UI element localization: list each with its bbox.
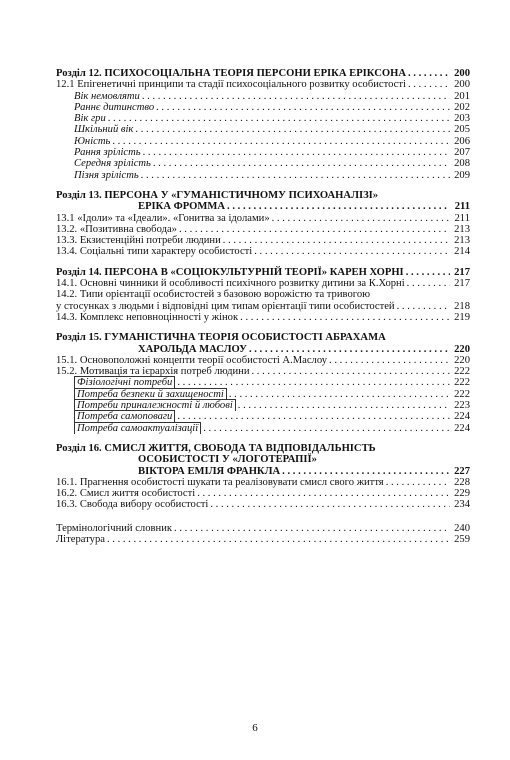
toc-entry: 13.2. «Позитивна свобода» . . . 213	[56, 224, 470, 235]
toc-entry: Вік немовляти . . . 201	[56, 91, 470, 102]
toc-entry: Середня зрілість . . . 208	[56, 158, 470, 169]
section-12-heading	[56, 68, 470, 79]
toc-entry: Потреба безпеки й захищеності . . . 222	[56, 389, 470, 400]
toc-entry: Потреба самоповаги . . . 224	[56, 411, 470, 422]
toc-entry: Раннє дитинство . . . 202	[56, 102, 470, 113]
toc-entry-glossary: Термінологічний словник . . . 240	[56, 523, 470, 534]
page-ref: 200	[454, 68, 470, 79]
toc-entry: 15.1. Основоположні концепти теорії особистості А.Маслоу . . . 220	[56, 355, 470, 366]
toc-entry: Пізня зрілість . . . 209	[56, 170, 470, 181]
toc-entry: 14.2. Типи орієнтації особистостей з базовою ворожістю та тривогою	[56, 289, 371, 301]
toc-entry: Потреби приналежності й любові . . . 223	[56, 400, 470, 411]
toc-entry: 14.3. Комплекс неповноцінності у жінок . . . 219	[56, 312, 470, 323]
section-title: Розділ 12. ПСИХОСОЦІАЛЬНА ТЕОРІЯ ПЕРСОНИ ЕРІКА ЕРІКСОНА	[56, 68, 406, 79]
section-13-heading-line1: Розділ 13. ПЕРСОНА У «ГУМАНІСТИЧНОМУ ПСИХОАНАЛІЗІ»	[56, 189, 379, 201]
toc-entry: 12.1 Епігенетичні принципи та стадії психосоціального розвитку особистості . . . 200	[56, 79, 470, 90]
toc-entry: 13.3. Екзистенційні потреби людини . . . 213	[56, 235, 470, 246]
toc-entry: Фізіологічні потреби . . . 222	[56, 377, 470, 388]
section-14-heading: Розділ 14. ПЕРСОНА В «СОЦІОКУЛЬТУРНІЙ ТЕОРІЇ» КАРЕН ХОРНІ . . . 217	[56, 267, 470, 278]
toc-entry: 16.3. Свобода вибору особистості . . . 234	[56, 499, 470, 510]
table-of-contents	[56, 68, 470, 545]
toc-entry: 16.2. Смисл життя особистості . . . 229	[56, 488, 470, 499]
toc-entry: у стосунках з людьми і відповідні цим типам орієнтації типи особистостей . . . 218	[56, 301, 470, 312]
section-16-heading-line2: ОСОБИСТОСТІ У «ЛОГОТЕРАПІЇ»	[138, 454, 317, 466]
toc-entry: 13.4. Соціальні типи характеру особистості . . . 214	[56, 246, 470, 257]
toc-entry: 13.1 «Ідоли» та «Ідеали». «Гонитва за ідолами» . . . 211	[56, 213, 470, 224]
section-15-heading-line1: Розділ 15. ГУМАНІСТИЧНА ТЕОРІЯ ОСОБИСТОСТІ АБРАХАМА	[56, 332, 386, 344]
section-16-heading-line1: Розділ 16. СМИСЛ ЖИТТЯ, СВОБОДА ТА ВІДПОВІДАЛЬНІСТЬ	[56, 442, 376, 454]
toc-entry: Потреба самоактуалізації . . . 224	[56, 423, 470, 434]
section-13-heading: ЕРІКА ФРОММА . . . 211	[56, 201, 470, 212]
section-15-heading: ХАРОЛЬДА МАСЛОУ . . . 220	[56, 344, 470, 355]
toc-entry: Рання зрілість . . . 207	[56, 147, 470, 158]
toc-entry: 14.1. Основні чинники й особливості психічного розвитку дитини за К.Хорні . . . 217	[56, 278, 470, 289]
toc-entry: Шкільний вік . . . 205	[56, 124, 470, 135]
toc-entry: 15.2. Мотивація та ієрархія потреб людини . . . 222	[56, 366, 470, 377]
page-number: 6	[252, 722, 258, 734]
toc-entry: Юність . . . 206	[56, 136, 470, 147]
toc-entry-literature: Література . . . 259	[56, 534, 470, 545]
section-16-heading: ВІКТОРА ЕМІЛЯ ФРАНКЛА . . . 227	[56, 466, 470, 477]
toc-entry: 16.1. Прагнення особистості шукати та реалізовувати смисл свого життя . . . 228	[56, 477, 470, 488]
toc-entry: Вік гри . . . 203	[56, 113, 470, 124]
